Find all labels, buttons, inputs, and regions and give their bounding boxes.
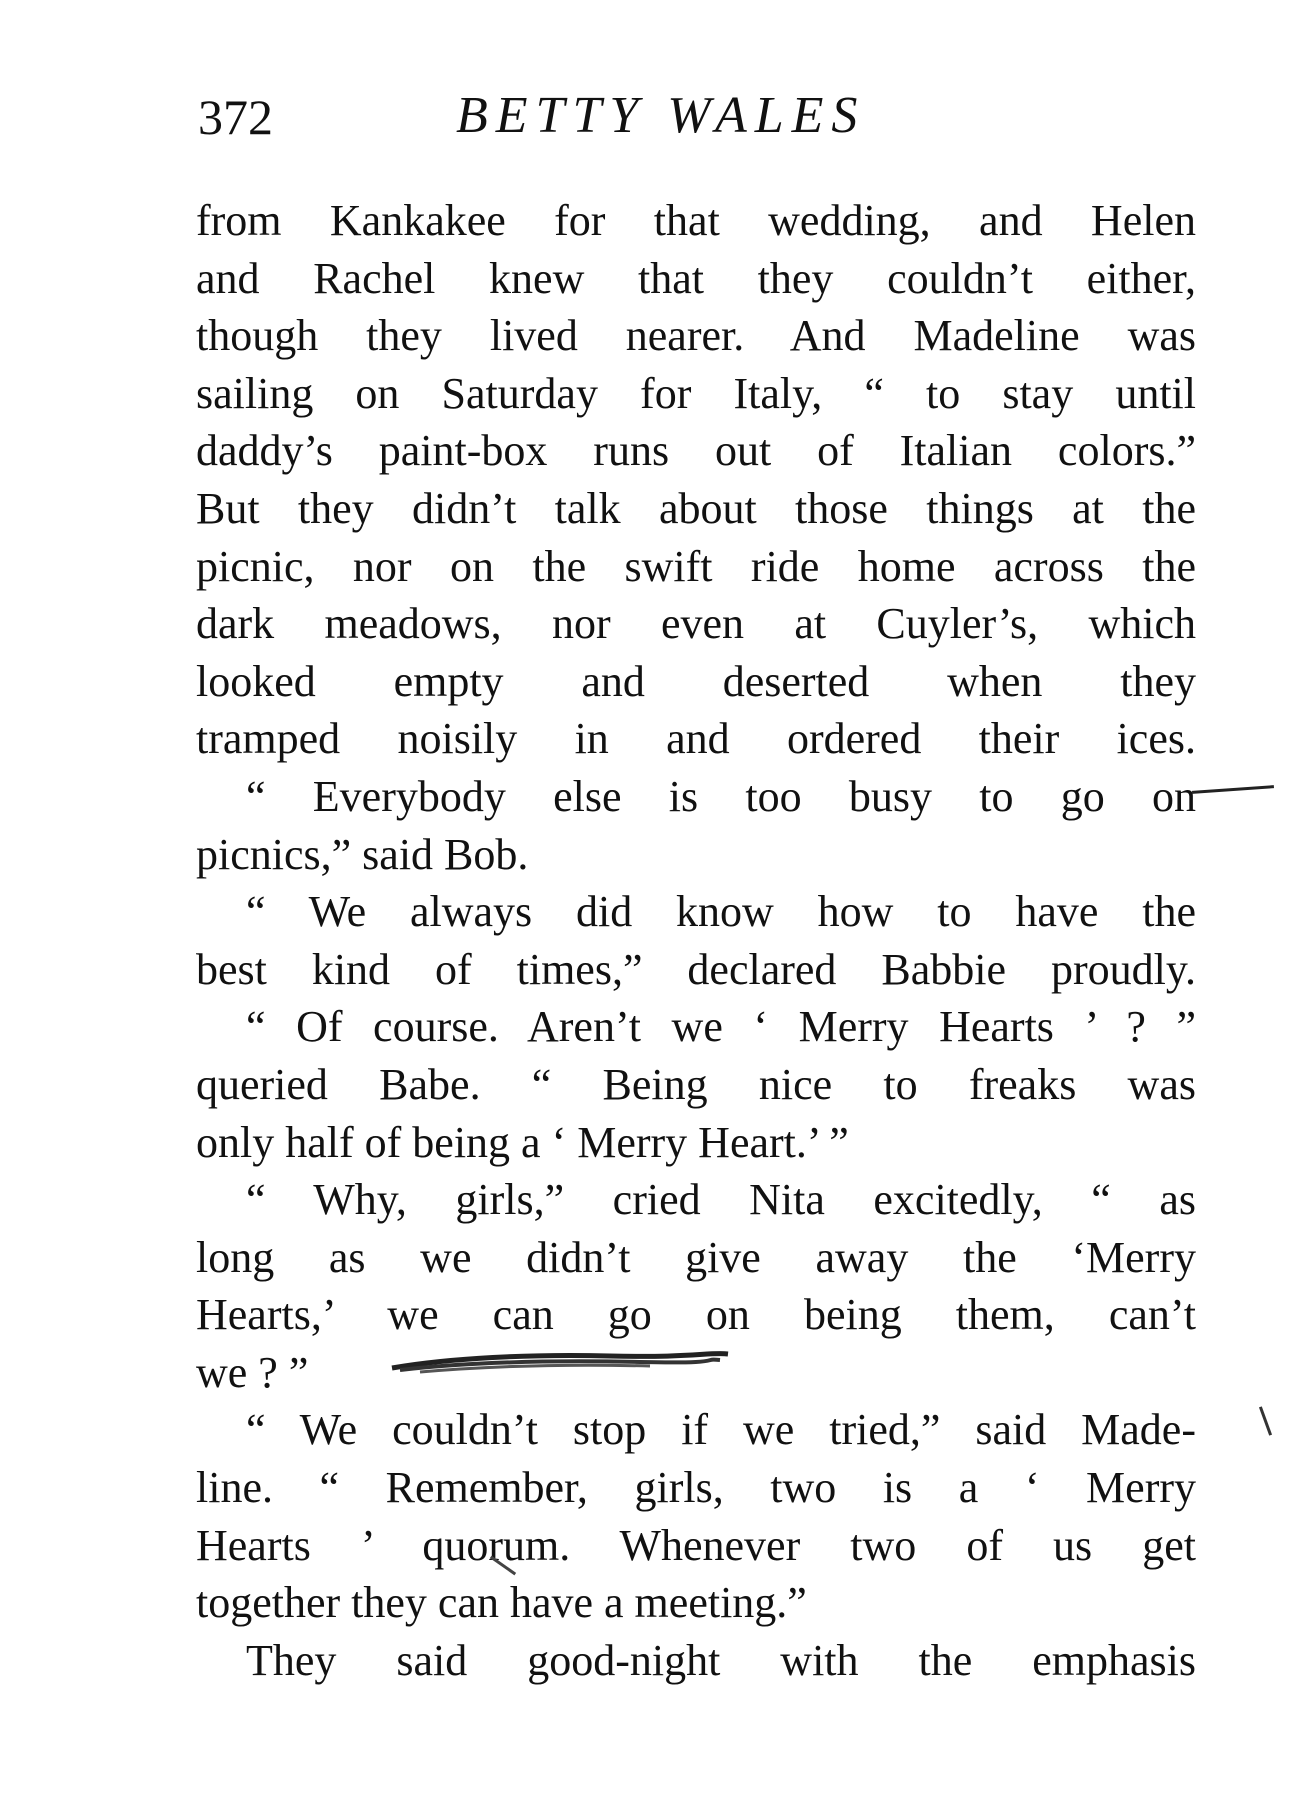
text-line: “ Of course. Aren’t we ‘ Merry Hearts ’ ? ” bbox=[246, 1002, 1196, 1052]
text-line: tramped noisily in and ordered their ices. bbox=[196, 714, 1196, 764]
text-line: Hearts,’ we can go on being them, can’t bbox=[196, 1290, 1196, 1340]
text-line: picnics,” said Bob. bbox=[196, 829, 529, 879]
text-line: best kind of times,” declared Babbie proudly. bbox=[196, 944, 1196, 994]
text-line: Hearts ’ quorum. Whenever two of us get bbox=[196, 1520, 1196, 1570]
text-line: we ? ” bbox=[196, 1347, 309, 1397]
text-line: line. “ Remember, girls, two is a ‘ Merry bbox=[196, 1463, 1196, 1513]
text-line: They said good-night with the emphasis bbox=[246, 1635, 1196, 1685]
text-line: daddy’s paint-box runs out of Italian colors.” bbox=[196, 426, 1196, 476]
text-line: But they didn’t talk about those things at the bbox=[196, 483, 1196, 533]
body-text bbox=[196, 192, 1196, 1689]
pencil-scribble-mark bbox=[390, 1350, 730, 1374]
text-line: sailing on Saturday for Italy, “ to stay until bbox=[196, 368, 1196, 418]
margin-pen-mark bbox=[1192, 785, 1274, 794]
text-line: though they lived nearer. And Madeline was bbox=[196, 311, 1196, 361]
page-number: 372 bbox=[198, 89, 273, 145]
margin-tick-mark bbox=[1259, 1406, 1272, 1435]
text-line: and Rachel knew that they couldn’t either, bbox=[196, 253, 1196, 303]
text-line: queried Babe. “ Being nice to freaks was bbox=[196, 1059, 1196, 1109]
text-line: only half of being a ‘ Merry Heart.’ ” bbox=[196, 1117, 849, 1167]
text-line: “ Everybody else is too busy to go on bbox=[246, 771, 1196, 821]
text-line: “ Why, girls,” cried Nita excitedly, “ as bbox=[246, 1175, 1196, 1225]
text-line: long as we didn’t give away the ‘Merry bbox=[196, 1232, 1196, 1282]
text-line: together they can have a meeting.” bbox=[196, 1578, 807, 1628]
page-header bbox=[198, 88, 1198, 158]
text-line: dark meadows, nor even at Cuyler’s, which bbox=[196, 599, 1196, 649]
text-line: picnic, nor on the swift ride home across the bbox=[196, 541, 1196, 591]
text-line: from Kankakee for that wedding, and Helen bbox=[196, 196, 1196, 245]
running-title: BETTY WALES bbox=[456, 87, 866, 144]
text-line: looked empty and deserted when they bbox=[196, 656, 1196, 706]
text-line: “ We always did know how to have the bbox=[246, 887, 1196, 937]
text-line: “ We couldn’t stop if we tried,” said Made- bbox=[246, 1405, 1196, 1455]
